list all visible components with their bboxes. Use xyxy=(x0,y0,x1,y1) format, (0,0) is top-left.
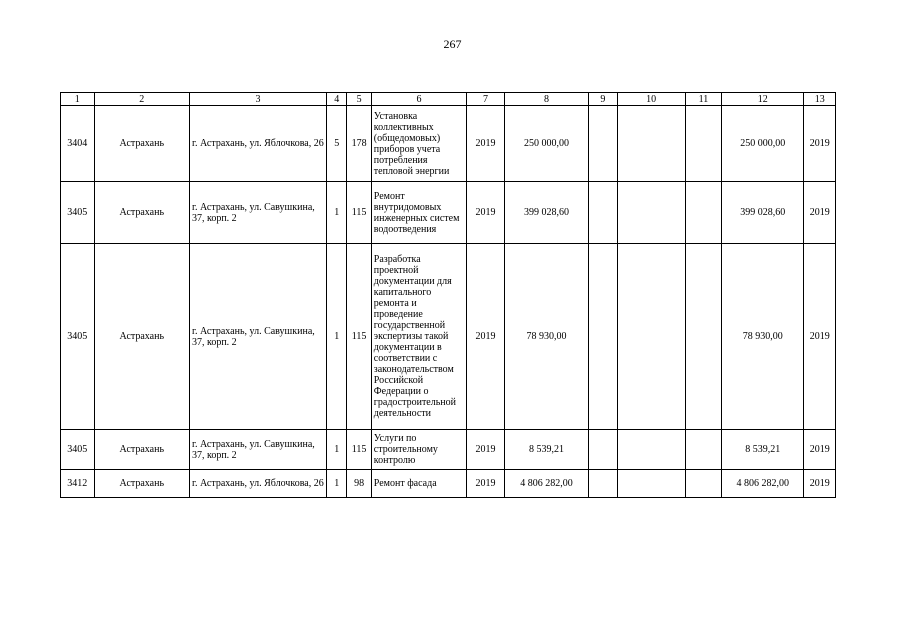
col9-cell xyxy=(589,182,617,244)
col10-cell xyxy=(617,244,685,430)
record-number: 3405 xyxy=(61,182,95,244)
completion-year-cell: 2019 xyxy=(804,430,836,470)
address-cell: г. Астрахань, ул. Яблочкова, 26 xyxy=(189,106,326,182)
completion-year-cell: 2019 xyxy=(804,106,836,182)
total-cell: 78 930,00 xyxy=(722,244,804,430)
page-number: 267 xyxy=(443,37,462,51)
col4-cell: 1 xyxy=(327,182,347,244)
register-table xyxy=(60,92,836,498)
address-cell: г. Астрахань, ул. Савушкина, 37, корп. 2 xyxy=(189,244,326,430)
column-header: 4 xyxy=(327,93,347,106)
municipality-cell: Астрахань xyxy=(94,244,189,430)
year-cell: 2019 xyxy=(467,182,505,244)
col10-cell xyxy=(617,182,685,244)
completion-year-cell: 2019 xyxy=(804,244,836,430)
col9-cell xyxy=(589,106,617,182)
table-row xyxy=(61,430,836,470)
column-header: 2 xyxy=(94,93,189,106)
col11-cell xyxy=(685,470,722,498)
column-header: 10 xyxy=(617,93,685,106)
column-header: 3 xyxy=(189,93,326,106)
year-cell: 2019 xyxy=(467,244,505,430)
col11-cell xyxy=(685,244,722,430)
col4-cell: 5 xyxy=(327,106,347,182)
work-type-cell: Разработка проектной документации для капитального ремонта и проведение государственной экспертизы такой документации в соответствии с законодательством Российской Федерации о градостроительной деятельности xyxy=(371,244,466,430)
work-type-cell: Ремонт внутридомовых инженерных систем водоотведения xyxy=(371,182,466,244)
municipality-cell: Астрахань xyxy=(94,430,189,470)
column-header: 13 xyxy=(804,93,836,106)
col11-cell xyxy=(685,182,722,244)
column-header: 6 xyxy=(371,93,466,106)
municipality-cell: Астрахань xyxy=(94,106,189,182)
column-header: 1 xyxy=(61,93,95,106)
total-cell: 8 539,21 xyxy=(722,430,804,470)
work-type-cell: Установка коллективных (общедомовых) приборов учета потребления тепловой энергии xyxy=(371,106,466,182)
col9-cell xyxy=(589,470,617,498)
table-row xyxy=(61,182,836,244)
completion-year-cell: 2019 xyxy=(804,470,836,498)
col4-cell: 1 xyxy=(327,470,347,498)
col5-cell: 115 xyxy=(347,244,371,430)
work-type-cell: Услуги по строительному контролю xyxy=(371,430,466,470)
record-number: 3405 xyxy=(61,244,95,430)
record-number: 3405 xyxy=(61,430,95,470)
total-cell: 4 806 282,00 xyxy=(722,470,804,498)
col10-cell xyxy=(617,106,685,182)
col5-cell: 115 xyxy=(347,182,371,244)
table-row xyxy=(61,106,836,182)
column-header: 7 xyxy=(467,93,505,106)
col10-cell xyxy=(617,470,685,498)
cost-cell: 399 028,60 xyxy=(504,182,588,244)
col5-cell: 178 xyxy=(347,106,371,182)
cost-cell: 78 930,00 xyxy=(504,244,588,430)
year-cell: 2019 xyxy=(467,430,505,470)
completion-year-cell: 2019 xyxy=(804,182,836,244)
cost-cell: 4 806 282,00 xyxy=(504,470,588,498)
address-cell: г. Астрахань, ул. Савушкина, 37, корп. 2 xyxy=(189,182,326,244)
cost-cell: 8 539,21 xyxy=(504,430,588,470)
address-cell: г. Астрахань, ул. Яблочкова, 26 xyxy=(189,470,326,498)
column-header: 8 xyxy=(504,93,588,106)
table-row xyxy=(61,244,836,430)
municipality-cell: Астрахань xyxy=(94,470,189,498)
col9-cell xyxy=(589,244,617,430)
record-number: 3404 xyxy=(61,106,95,182)
municipality-cell: Астрахань xyxy=(94,182,189,244)
col10-cell xyxy=(617,430,685,470)
column-header: 12 xyxy=(722,93,804,106)
year-cell: 2019 xyxy=(467,470,505,498)
table-row xyxy=(61,470,836,498)
column-header: 5 xyxy=(347,93,371,106)
col11-cell xyxy=(685,106,722,182)
col5-cell: 98 xyxy=(347,470,371,498)
column-header: 11 xyxy=(685,93,722,106)
address-cell: г. Астрахань, ул. Савушкина, 37, корп. 2 xyxy=(189,430,326,470)
total-cell: 250 000,00 xyxy=(722,106,804,182)
col5-cell: 115 xyxy=(347,430,371,470)
col4-cell: 1 xyxy=(327,244,347,430)
cost-cell: 250 000,00 xyxy=(504,106,588,182)
year-cell: 2019 xyxy=(467,106,505,182)
column-header: 9 xyxy=(589,93,617,106)
record-number: 3412 xyxy=(61,470,95,498)
col9-cell xyxy=(589,430,617,470)
work-type-cell: Ремонт фасада xyxy=(371,470,466,498)
col11-cell xyxy=(685,430,722,470)
column-number-row xyxy=(61,93,836,106)
total-cell: 399 028,60 xyxy=(722,182,804,244)
col4-cell: 1 xyxy=(327,430,347,470)
